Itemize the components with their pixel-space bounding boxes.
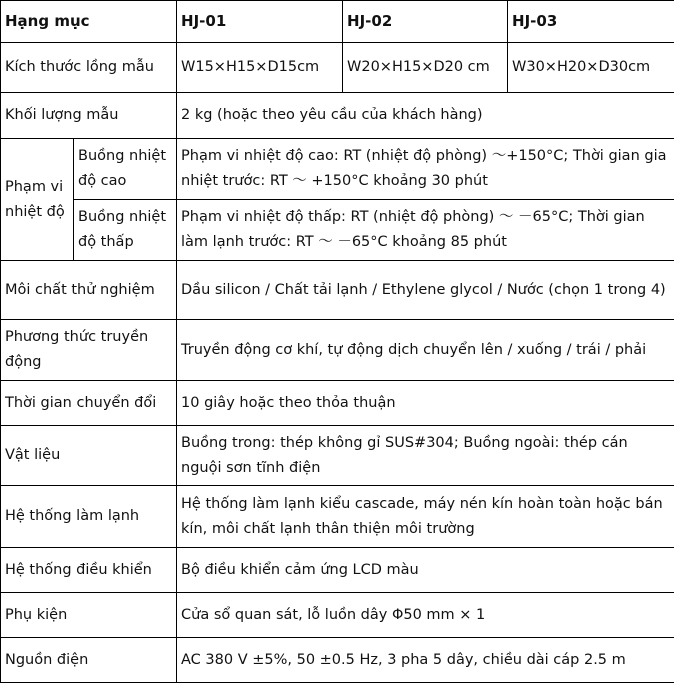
drive-value: Truyền động cơ khí, tự động dịch chuyển lên / xuống / trái / phải (177, 320, 674, 381)
header-model-hj02: HJ-02 (343, 1, 508, 43)
row-label-high-chamber: Buồng nhiệt độ cao (74, 139, 177, 200)
high-chamber-value: Phạm vi nhiệt độ cao: RT (nhiệt độ phòng) ～+150°C; Thời gian gia nhiệt trước: RT ～ +150°C khoảng 30 phút (177, 139, 674, 200)
transfer-value: 10 giây hoặc theo thỏa thuận (177, 381, 674, 426)
medium-value: Dầu silicon / Chất tải lạnh / Ethylene glycol / Nước (chọn 1 trong 4) (177, 261, 674, 320)
table-row (1, 486, 674, 548)
control-value: Bộ điều khiển cảm ứng LCD màu (177, 548, 674, 593)
accessories-value: Cửa sổ quan sát, lỗ luồn dây Φ50 mm × 1 (177, 593, 674, 638)
header-row (1, 1, 674, 43)
table-row (1, 200, 674, 261)
table-row (1, 261, 674, 320)
size-hj02: W20×H15×D20 cm (343, 43, 508, 93)
header-model-hj01: HJ-01 (177, 1, 343, 43)
material-value: Buồng trong: thép không gỉ SUS#304; Buồng ngoài: thép cán nguội sơn tĩnh điện (177, 426, 674, 486)
size-hj01: W15×H15×D15cm (177, 43, 343, 93)
table-row (1, 593, 674, 638)
row-label-size: Kích thước lồng mẫu (1, 43, 177, 93)
table-row (1, 93, 674, 139)
power-value: AC 380 V ±5%, 50 ±0.5 Hz, 3 pha 5 dây, chiều dài cáp 2.5 m (177, 638, 674, 683)
row-label-drive: Phương thức truyền động (1, 320, 177, 381)
table-row (1, 139, 674, 200)
row-label-accessories: Phụ kiện (1, 593, 177, 638)
table-row (1, 43, 674, 93)
row-label-range: Phạm vi nhiệt độ (1, 139, 74, 261)
low-chamber-value: Phạm vi nhiệt độ thấp: RT (nhiệt độ phòng) ～ －65°C; Thời gian làm lạnh trước: RT ～ －65°C khoảng 85 phút (177, 200, 674, 261)
row-label-medium: Môi chất thử nghiệm (1, 261, 177, 320)
table-row (1, 381, 674, 426)
table-row (1, 320, 674, 381)
table-row (1, 548, 674, 593)
row-label-power: Nguồn điện (1, 638, 177, 683)
size-hj03: W30×H20×D30cm (508, 43, 674, 93)
row-label-mass: Khối lượng mẫu (1, 93, 177, 139)
row-label-transfer: Thời gian chuyển đổi (1, 381, 177, 426)
table-row (1, 638, 674, 683)
header-item: Hạng mục (1, 1, 177, 43)
row-label-material: Vật liệu (1, 426, 177, 486)
table-row (1, 426, 674, 486)
row-label-low-chamber: Buồng nhiệt độ thấp (74, 200, 177, 261)
mass-value: 2 kg (hoặc theo yêu cầu của khách hàng) (177, 93, 674, 139)
row-label-control: Hệ thống điều khiển (1, 548, 177, 593)
cooling-value: Hệ thống làm lạnh kiểu cascade, máy nén kín hoàn toàn hoặc bán kín, môi chất lạnh thân thiện môi trường (177, 486, 674, 548)
row-label-cooling: Hệ thống làm lạnh (1, 486, 177, 548)
header-model-hj03: HJ-03 (508, 1, 674, 43)
